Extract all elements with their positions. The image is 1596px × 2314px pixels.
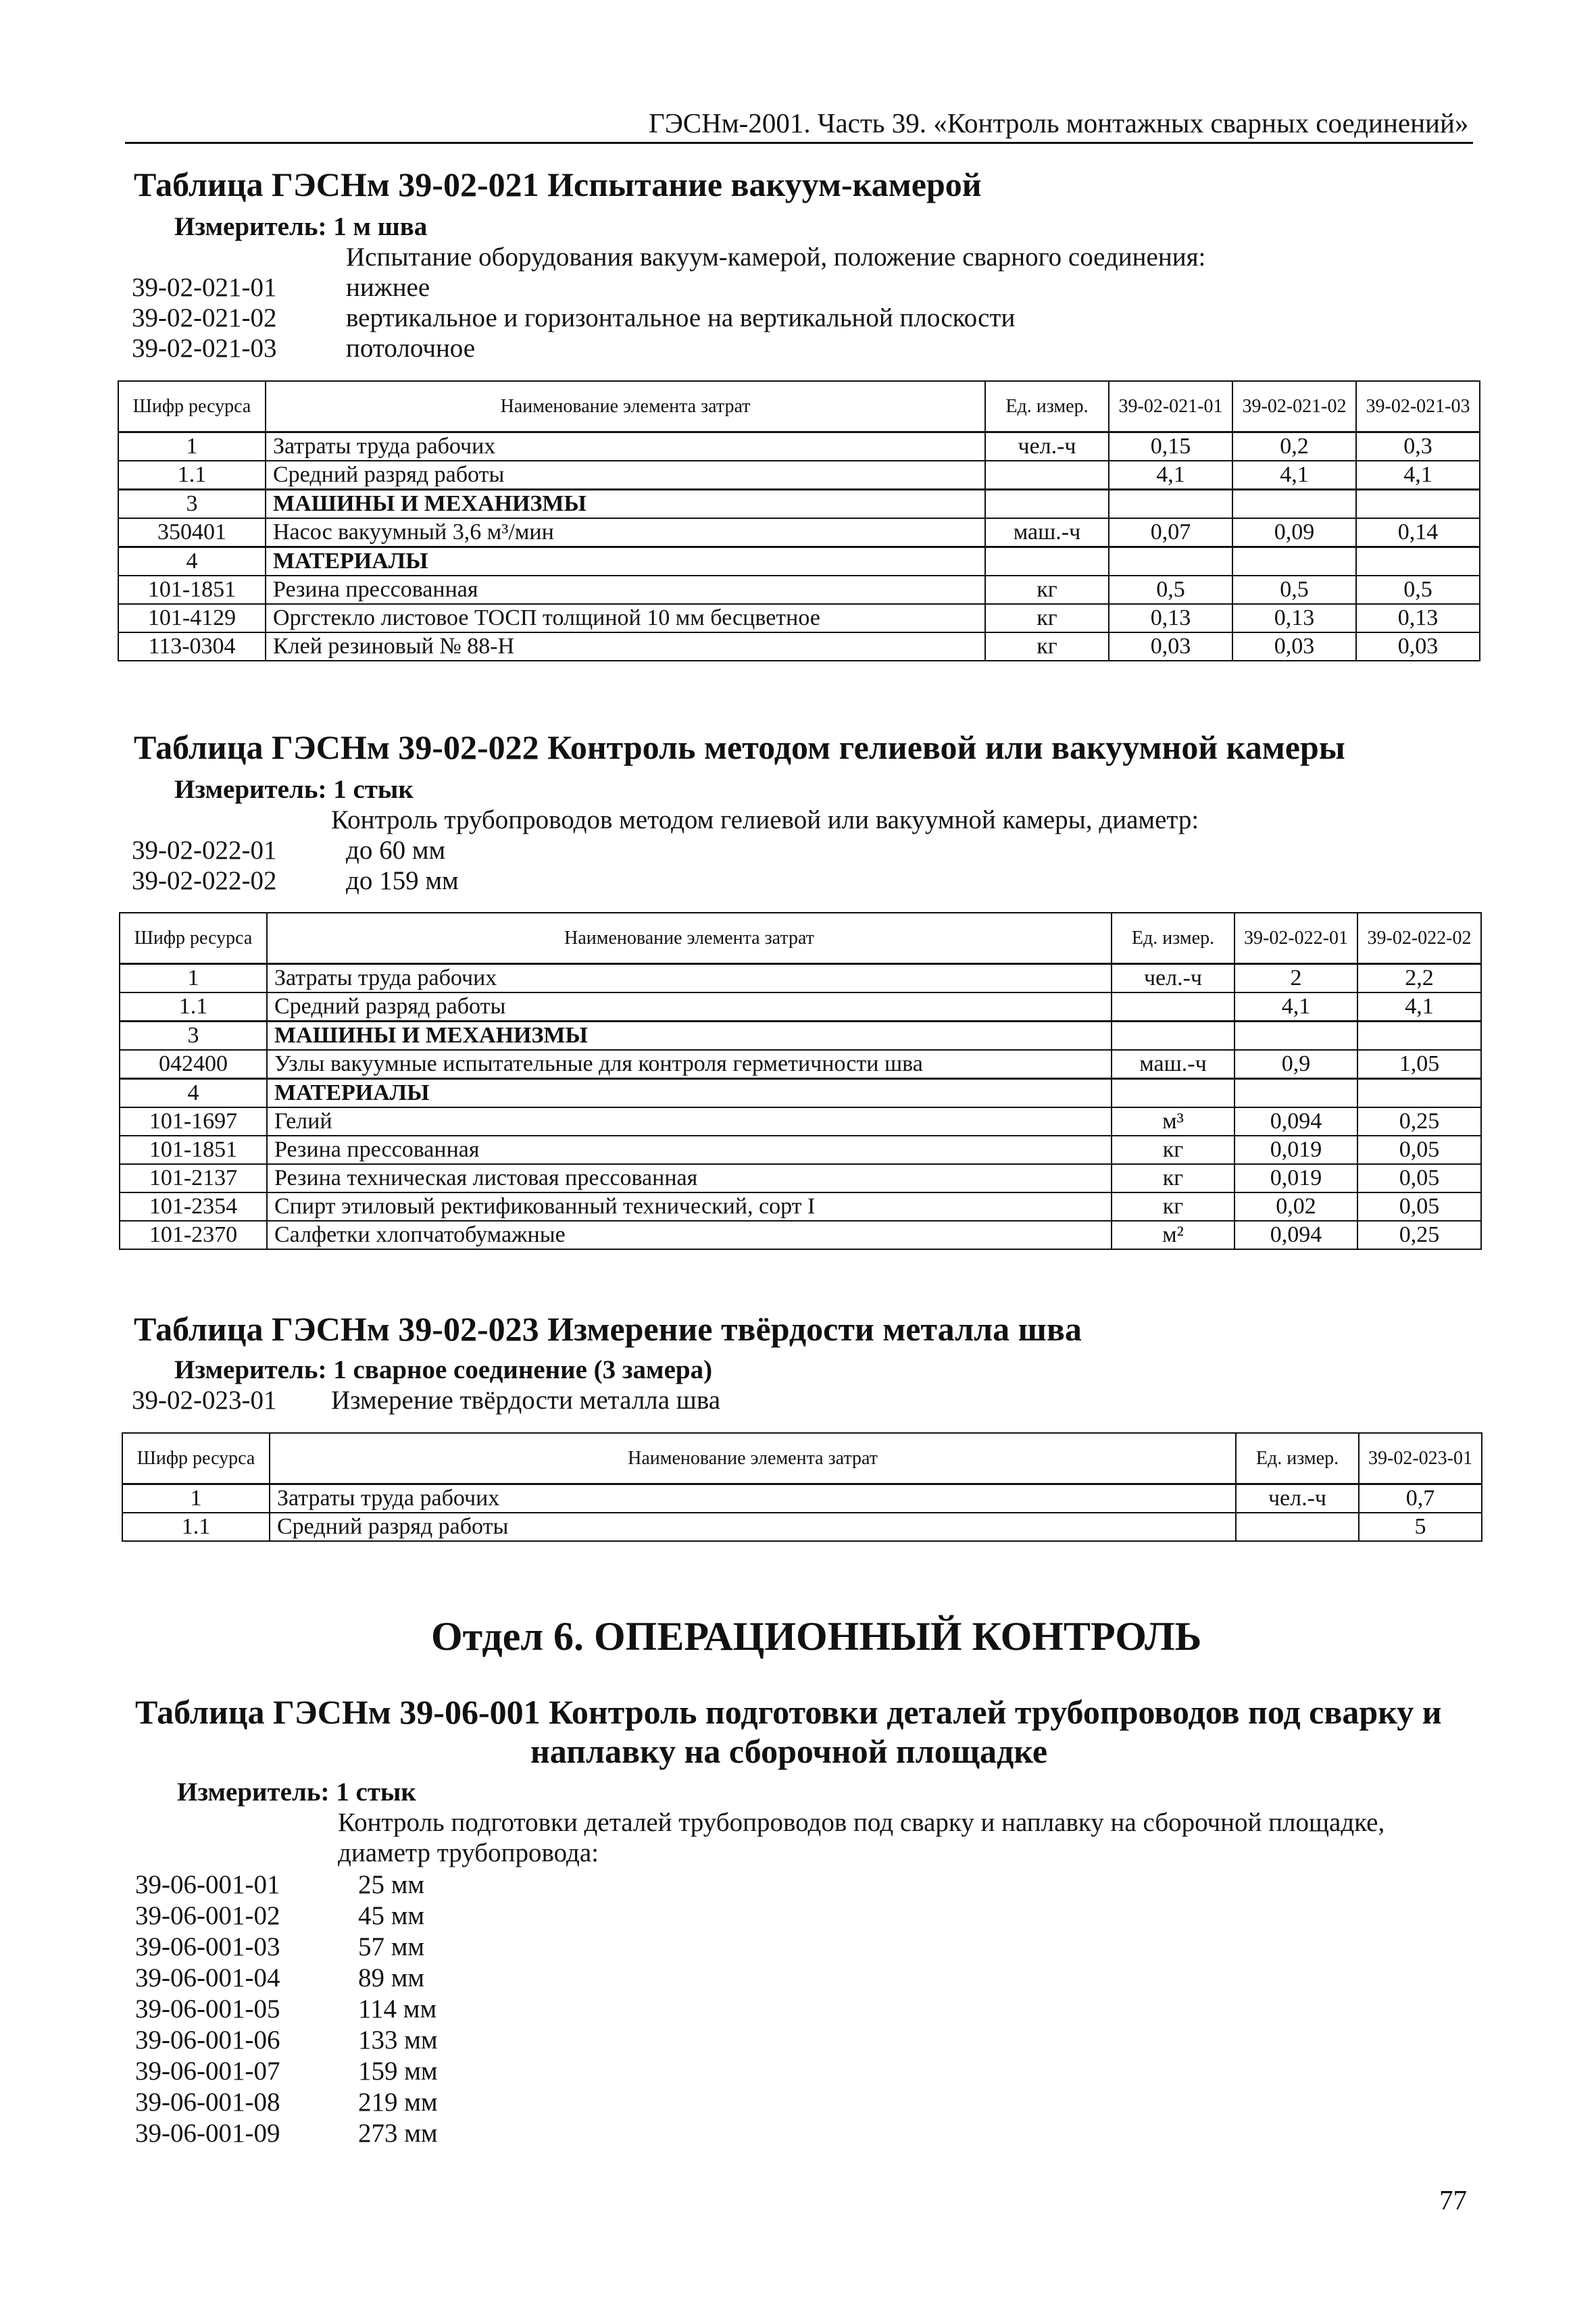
code-line bbox=[132, 333, 475, 363]
cell-unit: м² bbox=[1112, 1221, 1235, 1249]
code-number: 39-06-001-04 bbox=[135, 1963, 280, 1992]
col-header-code: 39-02-021-02 bbox=[1232, 381, 1356, 432]
cell-value: 0,5 bbox=[1232, 576, 1356, 604]
code-line bbox=[135, 1963, 424, 1993]
cell-name: Затраты труда рабочих bbox=[270, 1484, 1236, 1513]
code-description: вертикальное и горизонтальное на вертикальной плоскости bbox=[346, 303, 1016, 332]
cell-code: 101-2137 bbox=[120, 1164, 267, 1192]
resource-table-2 bbox=[119, 912, 1482, 1250]
cell-code: 101-4129 bbox=[118, 604, 266, 632]
code-number: 39-06-001-03 bbox=[135, 1932, 280, 1961]
code-number: 39-02-021-01 bbox=[132, 273, 277, 302]
table-row bbox=[118, 432, 1480, 461]
cell-value: 0,07 bbox=[1109, 518, 1232, 547]
code-description: 25 мм bbox=[358, 1870, 425, 1899]
cell-value: 0,05 bbox=[1357, 1136, 1481, 1164]
code-line bbox=[132, 865, 459, 896]
code-description: 114 мм bbox=[358, 1994, 437, 2023]
code-description: 159 мм bbox=[358, 2057, 438, 2086]
table-row bbox=[118, 461, 1480, 490]
table-1-measure: Измеритель: 1 м шва bbox=[174, 212, 428, 241]
cell-value: 0,05 bbox=[1357, 1192, 1481, 1221]
cell-value bbox=[1235, 1021, 1357, 1050]
cell-value: 0,15 bbox=[1109, 432, 1232, 461]
col-header-code: 39-02-023-01 bbox=[1359, 1433, 1482, 1484]
cell-value: 0,03 bbox=[1109, 632, 1232, 661]
code-line bbox=[135, 1932, 424, 1962]
cell-value: 4,1 bbox=[1356, 461, 1480, 490]
cell-name: Оргстекло листовое ТОСП толщиной 10 мм бесцветное bbox=[266, 604, 985, 632]
cell-name: Гелий bbox=[267, 1107, 1112, 1136]
cell-code: 4 bbox=[118, 547, 266, 576]
cell-unit bbox=[985, 489, 1109, 518]
code-line bbox=[135, 2025, 438, 2055]
cell-value bbox=[1232, 489, 1356, 518]
code-line bbox=[135, 2087, 438, 2117]
cell-value: 0,03 bbox=[1232, 632, 1356, 661]
code-description: до 60 мм bbox=[346, 836, 446, 865]
code-number: 39-06-001-02 bbox=[135, 1901, 280, 1930]
cell-code: 350401 bbox=[118, 518, 266, 547]
col-header-name: Наименование элемента затрат bbox=[266, 381, 985, 432]
table-3-title: Таблица ГЭСНм 39-02-023 Измерение твёрдости металла шва bbox=[134, 1310, 1082, 1348]
table-4-intro-line-2: диаметр трубопровода: bbox=[338, 1838, 599, 1867]
table-4-title-line-2: наплавку на сборочной площадке bbox=[530, 1732, 1048, 1770]
table-row bbox=[118, 604, 1480, 632]
cell-value: 0,25 bbox=[1357, 1221, 1481, 1249]
cell-value: 0,5 bbox=[1109, 576, 1232, 604]
code-line bbox=[135, 1869, 424, 1900]
cell-name: Средний разряд работы bbox=[266, 461, 985, 490]
cell-value bbox=[1235, 1078, 1357, 1107]
cell-unit: кг bbox=[1112, 1192, 1235, 1221]
table-4-title-line-1: Таблица ГЭСНм 39-06-001 Контроль подготовки деталей трубопроводов под сварку и bbox=[135, 1693, 1442, 1731]
cell-value bbox=[1109, 489, 1232, 518]
code-line bbox=[135, 2056, 438, 2086]
code-description: 89 мм bbox=[358, 1963, 425, 1992]
cell-value: 0,9 bbox=[1235, 1050, 1357, 1079]
cell-value: 0,13 bbox=[1109, 604, 1232, 632]
cell-value: 0,7 bbox=[1359, 1484, 1482, 1513]
code-number: 39-06-001-01 bbox=[135, 1870, 280, 1899]
table-row bbox=[118, 547, 1480, 576]
cell-name: Затраты труда рабочих bbox=[267, 963, 1112, 992]
table-row bbox=[118, 576, 1480, 604]
cell-unit: м³ bbox=[1112, 1107, 1235, 1136]
table-3-measure: Измеритель: 1 сварное соединение (3 замера) bbox=[174, 1355, 713, 1384]
code-line bbox=[132, 272, 430, 303]
col-header-code: 39-02-022-02 bbox=[1357, 913, 1481, 963]
cell-unit bbox=[1112, 992, 1235, 1022]
cell-value: 4,1 bbox=[1232, 461, 1356, 490]
cell-name: Средний разряд работы bbox=[267, 992, 1112, 1022]
col-header-unit: Ед. измер. bbox=[1112, 913, 1235, 963]
table-row bbox=[118, 489, 1480, 518]
cell-value: 0,094 bbox=[1235, 1221, 1357, 1249]
cell-value: 0,094 bbox=[1235, 1107, 1357, 1136]
code-line bbox=[135, 1901, 424, 1931]
code-line bbox=[135, 1994, 437, 2024]
col-header-unit: Ед. измер. bbox=[985, 381, 1109, 432]
cell-value bbox=[1109, 547, 1232, 576]
table-row bbox=[122, 1484, 1482, 1513]
table-row bbox=[120, 1021, 1481, 1050]
cell-value: 0,019 bbox=[1235, 1136, 1357, 1164]
code-description: 45 мм bbox=[358, 1901, 425, 1930]
col-header-resource: Шифр ресурса bbox=[118, 381, 266, 432]
table-1-title: Таблица ГЭСНм 39-02-021 Испытание вакуум-камерой bbox=[134, 166, 982, 203]
cell-unit: кг bbox=[985, 576, 1109, 604]
section-title: Отдел 6. ОПЕРАЦИОННЫЙ КОНТРОЛЬ bbox=[431, 1614, 1202, 1659]
col-header-unit: Ед. измер. bbox=[1236, 1433, 1359, 1484]
table-4-intro-line-1: Контроль подготовки деталей трубопроводов под сварку и наплавку на сборочной площадке, bbox=[338, 1808, 1385, 1837]
code-number: 39-02-022-01 bbox=[132, 836, 277, 865]
cell-unit: маш.-ч bbox=[985, 518, 1109, 547]
col-header-resource: Шифр ресурса bbox=[120, 913, 267, 963]
col-header-resource: Шифр ресурса bbox=[122, 1433, 270, 1484]
code-number: 39-02-021-03 bbox=[132, 334, 277, 363]
table-row bbox=[118, 518, 1480, 547]
cell-value: 0,25 bbox=[1357, 1107, 1481, 1136]
cell-value: 0,13 bbox=[1356, 604, 1480, 632]
table-row bbox=[120, 1050, 1481, 1079]
cell-value: 0,3 bbox=[1356, 432, 1480, 461]
cell-code: 101-1697 bbox=[120, 1107, 267, 1136]
cell-name: МАШИНЫ И МЕХАНИЗМЫ bbox=[266, 489, 985, 518]
cell-unit bbox=[985, 547, 1109, 576]
table-row bbox=[122, 1513, 1482, 1541]
table-row bbox=[120, 1136, 1481, 1164]
code-number: 39-02-021-02 bbox=[132, 303, 277, 332]
cell-value: 0,14 bbox=[1356, 518, 1480, 547]
cell-name: Салфетки хлопчатобумажные bbox=[267, 1221, 1112, 1249]
cell-unit: кг bbox=[1112, 1164, 1235, 1192]
cell-code: 1.1 bbox=[118, 461, 266, 490]
table-row bbox=[120, 1107, 1481, 1136]
cell-unit: чел.-ч bbox=[1236, 1484, 1359, 1513]
table-row bbox=[120, 1078, 1481, 1107]
cell-unit bbox=[1112, 1078, 1235, 1107]
table-row bbox=[118, 632, 1480, 661]
table-row bbox=[120, 1221, 1481, 1249]
cell-unit bbox=[1112, 1021, 1235, 1050]
code-description: Измерение твёрдости металла шва bbox=[331, 1386, 721, 1415]
resource-table-3 bbox=[122, 1432, 1482, 1542]
running-header: ГЭСНм-2001. Часть 39. «Контроль монтажных сварных соединений» bbox=[649, 107, 1469, 139]
cell-name: МАТЕРИАЛЫ bbox=[266, 547, 985, 576]
col-header-code: 39-02-021-01 bbox=[1109, 381, 1232, 432]
cell-value: 4,1 bbox=[1357, 992, 1481, 1022]
cell-name: Резина техническая листовая прессованная bbox=[267, 1164, 1112, 1192]
cell-value bbox=[1357, 1078, 1481, 1107]
code-description: 273 мм bbox=[358, 2119, 438, 2148]
cell-value: 0,13 bbox=[1232, 604, 1356, 632]
cell-name: Спирт этиловый ректификованный технический, сорт I bbox=[267, 1192, 1112, 1221]
cell-code: 1 bbox=[122, 1484, 270, 1513]
cell-code: 113-0304 bbox=[118, 632, 266, 661]
header-rule bbox=[125, 142, 1473, 144]
col-header-name: Наименование элемента затрат bbox=[267, 913, 1112, 963]
resource-table-1 bbox=[118, 380, 1480, 661]
cell-code: 101-2354 bbox=[120, 1192, 267, 1221]
code-description: 219 мм bbox=[358, 2088, 438, 2117]
cell-unit: чел.-ч bbox=[985, 432, 1109, 461]
cell-value: 2,2 bbox=[1357, 963, 1481, 992]
code-line bbox=[132, 1385, 720, 1415]
cell-code: 101-2370 bbox=[120, 1221, 267, 1249]
code-number: 39-06-001-08 bbox=[135, 2088, 280, 2117]
cell-name: МАТЕРИАЛЫ bbox=[267, 1078, 1112, 1107]
cell-unit: кг bbox=[1112, 1136, 1235, 1164]
cell-value bbox=[1357, 1021, 1481, 1050]
table-1-intro: Испытание оборудования вакуум-камерой, положение сварного соединения: bbox=[346, 243, 1206, 272]
code-description: потолочное bbox=[346, 334, 476, 363]
cell-name: Затраты труда рабочих bbox=[266, 432, 985, 461]
code-description: нижнее bbox=[346, 273, 430, 302]
cell-name: МАШИНЫ И МЕХАНИЗМЫ bbox=[267, 1021, 1112, 1050]
cell-code: 3 bbox=[120, 1021, 267, 1050]
table-4-measure: Измеритель: 1 стык bbox=[177, 1778, 416, 1807]
cell-unit bbox=[1236, 1513, 1359, 1541]
cell-unit bbox=[985, 461, 1109, 490]
cell-name: Средний разряд работы bbox=[270, 1513, 1236, 1541]
code-line bbox=[132, 835, 445, 865]
code-number: 39-02-023-01 bbox=[132, 1386, 277, 1415]
code-number: 39-06-001-09 bbox=[135, 2119, 280, 2148]
code-number: 39-02-022-02 bbox=[132, 866, 277, 895]
cell-name: Клей резиновый № 88-Н bbox=[266, 632, 985, 661]
cell-value: 0,09 bbox=[1232, 518, 1356, 547]
cell-code: 101-1851 bbox=[120, 1136, 267, 1164]
table-row bbox=[120, 1164, 1481, 1192]
table-2-title: Таблица ГЭСНм 39-02-022 Контроль методом гелиевой или вакуумной камеры bbox=[134, 728, 1345, 766]
table-header-row bbox=[120, 913, 1481, 963]
cell-value: 2 bbox=[1235, 963, 1357, 992]
cell-unit: маш.-ч bbox=[1112, 1050, 1235, 1079]
cell-code: 1 bbox=[118, 432, 266, 461]
cell-name: Узлы вакуумные испытательные для контроля герметичности шва bbox=[267, 1050, 1112, 1079]
code-description: до 159 мм bbox=[346, 866, 459, 895]
table-row bbox=[120, 992, 1481, 1022]
cell-code: 3 bbox=[118, 489, 266, 518]
col-header-name: Наименование элемента затрат bbox=[270, 1433, 1236, 1484]
code-number: 39-06-001-05 bbox=[135, 1994, 280, 2023]
cell-value: 0,019 bbox=[1235, 1164, 1357, 1192]
cell-name: Резина прессованная bbox=[267, 1136, 1112, 1164]
code-description: 57 мм bbox=[358, 1932, 425, 1961]
cell-code: 1.1 bbox=[120, 992, 267, 1022]
table-header-row bbox=[118, 381, 1480, 432]
cell-value bbox=[1232, 547, 1356, 576]
col-header-code: 39-02-022-01 bbox=[1235, 913, 1357, 963]
cell-value bbox=[1356, 547, 1480, 576]
cell-code: 101-1851 bbox=[118, 576, 266, 604]
code-line bbox=[132, 303, 1015, 333]
cell-name: Насос вакуумный 3,6 м³/мин bbox=[266, 518, 985, 547]
code-number: 39-06-001-07 bbox=[135, 2057, 280, 2086]
cell-value: 0,03 bbox=[1356, 632, 1480, 661]
cell-value: 0,5 bbox=[1356, 576, 1480, 604]
table-2-measure: Измеритель: 1 стык bbox=[174, 775, 414, 804]
cell-unit: кг bbox=[985, 604, 1109, 632]
cell-value bbox=[1356, 489, 1480, 518]
cell-value: 4,1 bbox=[1109, 461, 1232, 490]
table-row bbox=[120, 1192, 1481, 1221]
cell-code: 1 bbox=[120, 963, 267, 992]
code-description: 133 мм bbox=[358, 2026, 438, 2055]
cell-code: 4 bbox=[120, 1078, 267, 1107]
cell-value: 1,05 bbox=[1357, 1050, 1481, 1079]
table-2-intro: Контроль трубопроводов методом гелиевой или вакуумной камеры, диаметр: bbox=[331, 805, 1199, 834]
table-header-row bbox=[122, 1433, 1482, 1484]
code-line bbox=[135, 2118, 438, 2148]
cell-value: 4,1 bbox=[1235, 992, 1357, 1022]
cell-code: 042400 bbox=[120, 1050, 267, 1079]
cell-value: 0,2 bbox=[1232, 432, 1356, 461]
page-number: 77 bbox=[1439, 2184, 1467, 2215]
col-header-code: 39-02-021-03 bbox=[1356, 381, 1480, 432]
cell-unit: кг bbox=[985, 632, 1109, 661]
cell-unit: чел.-ч bbox=[1112, 963, 1235, 992]
cell-name: Резина прессованная bbox=[266, 576, 985, 604]
code-number: 39-06-001-06 bbox=[135, 2026, 280, 2055]
table-row bbox=[120, 963, 1481, 992]
cell-code: 1.1 bbox=[122, 1513, 270, 1541]
cell-value: 5 bbox=[1359, 1513, 1482, 1541]
cell-value: 0,05 bbox=[1357, 1164, 1481, 1192]
cell-value: 0,02 bbox=[1235, 1192, 1357, 1221]
